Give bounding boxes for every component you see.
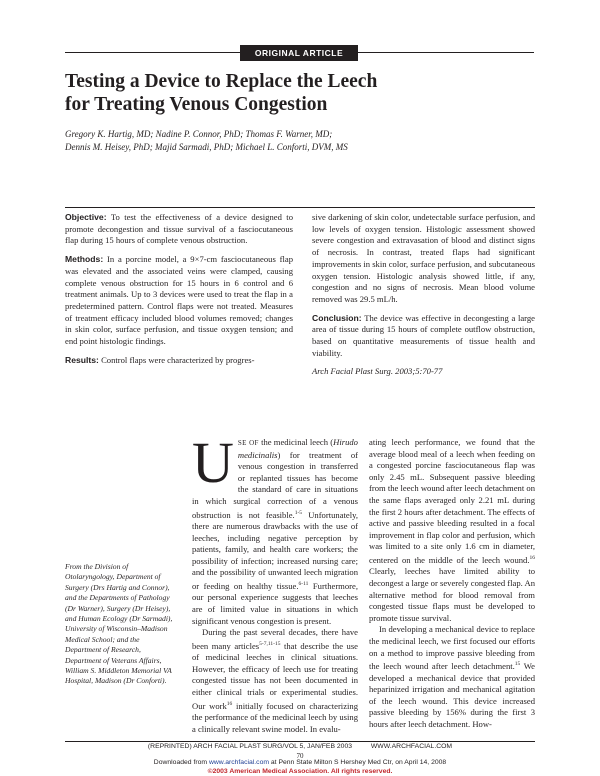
- abstract-left-column: [65, 212, 293, 373]
- objective-text: To test the effectiveness of a device designed to promote decongestion and tissue survival of a fasciocutaneous flap during 15 hours of complete venous obstruction.: [65, 212, 293, 246]
- ref-superscript: 15: [514, 661, 521, 668]
- abstract-conclusion: [312, 313, 535, 360]
- p1-text-a: the medicinal leech (: [261, 437, 334, 447]
- ref-superscript: 6-11: [298, 580, 309, 587]
- conclusion-label: Conclusion:: [312, 312, 362, 323]
- authors-line-1: Gregory K. Hartig, MD; Nadine P. Connor, PhD; Thomas F. Warner, MD;: [65, 129, 333, 139]
- author-list: [65, 128, 535, 153]
- article-title: [65, 70, 535, 116]
- p2-text-b: that describe the use of medicinal leeches in clinical situations. However, the efficacy of leech use for treating congested tissue has not been documented in either clinical trials or experimental studies. Our work: [192, 640, 358, 711]
- ref-superscript: 1-5: [294, 509, 303, 516]
- page-number: 70: [296, 752, 304, 760]
- results-text-continued: sive darkening of skin color, undetectable surface perfusion, and low levels of oxygen tension. Histologic assessment showed severe congestion and extravasation of blood and distinct signs of necrosis. In contrast, treated flaps had significant improvements in skin color, surface perfusion, and subcutaneous oxygen tension. Histologic analysis showed little, if any, congestion and no signs of necrosis. Mean blood volume removed was 29.5 mL/h.: [312, 212, 535, 304]
- methods-label: Methods:: [65, 254, 104, 265]
- p2-text-c: initially focused on characterizing the performance of the medicinal leech by using a clinically relevant swine model. In evalu-: [192, 700, 358, 734]
- footer-rule: [65, 741, 535, 742]
- drop-cap: U: [192, 437, 234, 495]
- author-affiliations: From the Division of Otolaryngology, Department of Surgery (Drs Hartig and Connor), and the Departments of Pathology (Dr Warner), Surgery (Dr Heisey), and Human Ecology (Dr Sarmadi), University of Wisconsin–Madison Medical School; and the Department of Research, Department of Veterans Affairs, William S. Middleton Memorial VA Hospital, Madison (Dr Conforti).: [65, 562, 173, 686]
- body-paragraph-3: [369, 437, 535, 624]
- body-paragraph-2: [192, 627, 358, 735]
- results-text-start: Control flaps were characterized by progres-: [101, 354, 255, 365]
- citation: Arch Facial Plast Surg. 2003;5:70-77: [312, 366, 443, 377]
- abstract-objective: [65, 212, 293, 247]
- body-paragraph-1: [192, 437, 358, 627]
- body-column-2: [369, 437, 535, 735]
- body-column-1: [192, 437, 358, 735]
- lead-small-caps: SE OF: [237, 439, 259, 447]
- p1-text-c: Unfortunately, there are numerous drawbacks with the use of leeches, including negative perception by patients, family, and health care workers; the possibility of infection; increased nursing care; and the possibility of unwanted leech migration or feeding on healthy tissue.: [192, 509, 358, 591]
- p3-text-b: Clearly, leeches have limited ability to decongest a large or severely congested flap. An alternative method for blood removal from congested tissue flaps must be developed to promote tissue survival.: [369, 566, 535, 623]
- download-text-a: Downloaded from: [153, 759, 209, 766]
- p3-text-a: ating leech performance, we found that the average blood meal of a leech when feeding on a congested porcine fasciocutaneous flap was only 2.45 mL. Subsequent passive bleeding from the leech wound after leech detachment on the same flaps averaged only 2.21 mL during the first 2 hours after detachment. The effects of active and passive bleeding resulted in a focal improvement in flap color and perfusion, which was limited to a site only 1.6 cm in diameter, centered on the middle of the leech wound.: [369, 437, 535, 565]
- download-notice: [65, 759, 535, 766]
- p4-text-b: We developed a mechanical device that provided heparinized irrigation and mechanical agitation of the leech wound. This device increased passive bleeding by 156% during the first 3 hours after leech detachment. How-: [369, 661, 535, 729]
- p4-text-a: In developing a mechanical device to replace the medicinal leech, we first focused our efforts on a method to improve passive bleeding from the leech wound after leech detachment.: [369, 624, 535, 671]
- p1-text-d: Furthermore, our personal experience suggests that leeches are of limited value in situations in which significant venous congestion is present.: [192, 580, 358, 626]
- authors-line-2: Dennis M. Heisey, PhD; Majid Sarmadi, PhD; Michael L. Conforti, DVM, MS: [65, 141, 348, 152]
- results-label: Results:: [65, 354, 99, 365]
- header-rule-left: [65, 52, 240, 53]
- p1-species-name: Hirudo medicinalis: [237, 437, 358, 460]
- article-type-label: ORIGINAL ARTICLE: [240, 45, 358, 61]
- abstract-right-column: [312, 212, 535, 385]
- abstract-methods: [65, 254, 293, 348]
- methods-text: In a porcine model, a 9×7-cm fasciocutaneous flap was elevated and the associated veins were clamped, causing complete venous obstruction for 15 hours in 6 control and 6 treatment animals. Up to 3 devices were used to treat the flap in a predetermined pattern. Control flaps were not treated. Measures of treatment efficacy included blood volumes removed; changes in skin color, surface perfusion, and tissue oxygen tension; and end point histologic findings.: [65, 254, 293, 347]
- abstract-top-rule: [65, 207, 535, 208]
- download-text-b: at Penn State Milton S Hershey Med Ctr, on April 14, 2008: [269, 759, 447, 766]
- journal-footer: (REPRINTED) ARCH FACIAL PLAST SURG/VOL 5, JAN/FEB 2003 WWW.ARCHFACIAL.COM: [147, 743, 453, 750]
- title-line-1: Testing a Device to Replace the Leech: [65, 71, 378, 92]
- copyright-notice: ©2003 American Medical Association. All rights reserved.: [207, 768, 393, 775]
- ref-superscript: 16: [529, 554, 535, 561]
- abstract-results: [65, 355, 293, 367]
- conclusion-text: The device was effective in decongesting a large area of tissue during 15 hours of complete outflow obstruction, based on quantitative measurements of tissue health and viability.: [312, 312, 535, 358]
- p2-text-a: During the past several decades, there have been many articles: [192, 627, 358, 651]
- header-rule-right: [358, 52, 534, 53]
- objective-label: Objective:: [65, 212, 107, 222]
- title-line-2: for Treating Venous Congestion: [65, 94, 328, 115]
- ref-superscript: 5-7,11-15: [259, 640, 281, 647]
- ref-superscript: 16: [226, 700, 233, 707]
- p1-text-b: ) for treatment of venous congestion in transferred or replanted tissues has become the standard of care in situations in which surgical correction of a venous obstruction is not feasible.: [192, 449, 358, 520]
- download-link[interactable]: www.archfacial.com: [208, 759, 270, 766]
- body-paragraph-4: [369, 624, 535, 730]
